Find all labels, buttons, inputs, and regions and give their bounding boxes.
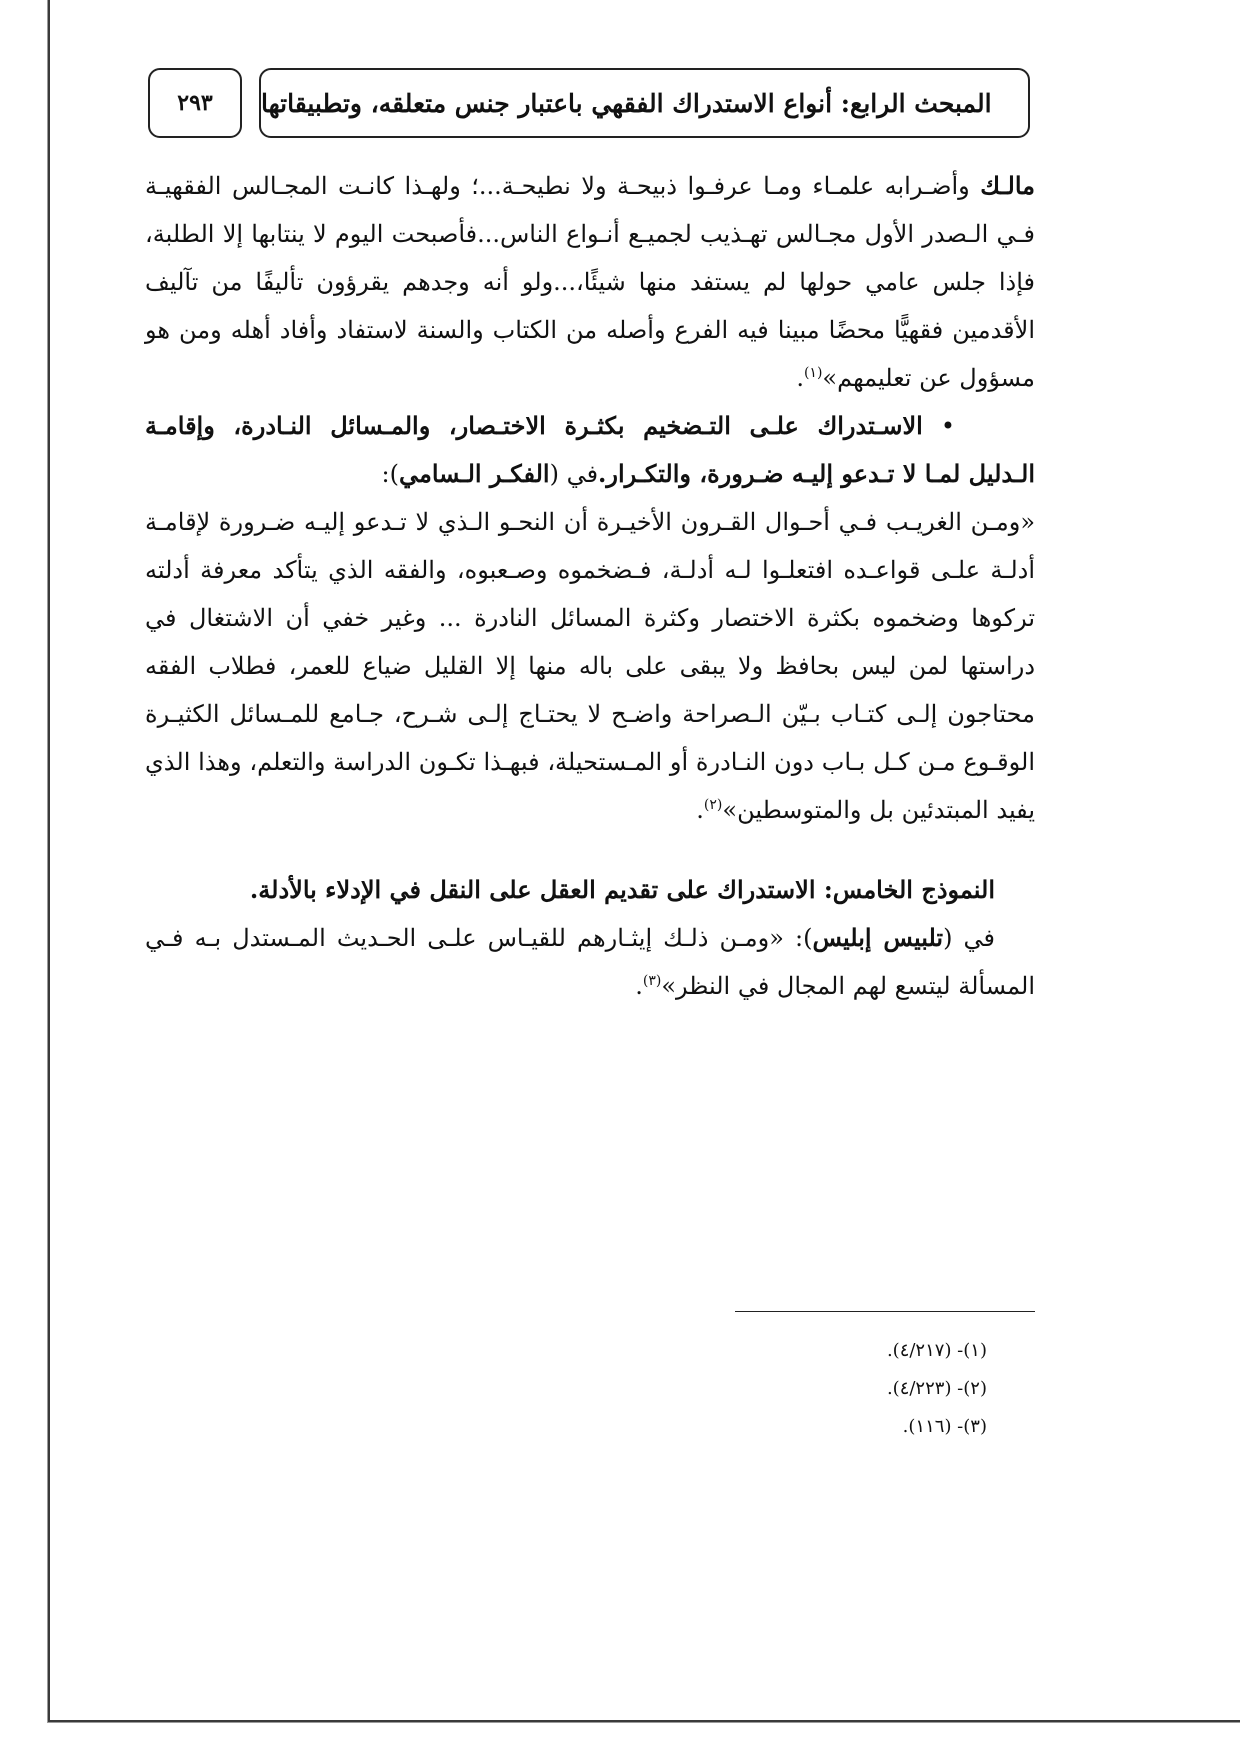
bold-name-malik: مالـك [980, 171, 1035, 200]
bullet-heading: الاسـتدراك علـى التـضخيم بكثـرة الاختـصار، والمـسائل النـادرة، وإقامـة الـدليل لمـا لا تـدعو إليـه ضـرورة، والتكـرار. [145, 411, 1035, 488]
paragraph-3-text: ): «ومـن ذلـك إيثـارهم للقيـاس علـى الحـديث المـستدل بـه فـي المسألة ليتسع لهم المجال في النظر» [145, 924, 1035, 1000]
paragraph-2-text: «ومـن الغريـب فـي أحـوال القـرون الأخيـرة أن النحـو الـذي لا تـدعو إليـه ضـرورة لإقامـة أدلـة علـى قواعـده افتعلـوا لـه أدلـة، فـضخموه وصـعبوه، والفقه الذي يتأكد معرفة أدلته تركوها وضخموه بكثرة الاختصار وكثرة المسائل النادرة ... وغير خفي أن الاشتغال في دراستها لمن ليس بحافظ ولا يبقى على باله منها إلا القليل ضياع للعمر، فطلاب الفقه محتاجون إلـى كتـاب بـيّن الـصراحة واضـح لا يحتـاج إلـى شـرح، جـامع للمـسائل الكثيـرة الوقـوع مـن كـل بـاب دون النـادرة أو المـستحيلة، فبهـذا تكـون الدراسة والتعلم، وهذا الذي يفيد المبتدئين بل والمتوسطين» [145, 508, 1036, 824]
book-title-talbis-iblis: تلبيس إبليس [812, 923, 944, 952]
bullet-source-prefix: في ( [549, 460, 599, 488]
page-number-box [148, 68, 242, 138]
main-text [145, 162, 1035, 1010]
model-5-heading [145, 866, 1035, 914]
paragraph-1 [145, 162, 1035, 402]
running-header-title: المبحث الرابع: أنواع الاستدراك الفقهي باعتبار جنس متعلقه، وتطبيقاتها [261, 88, 992, 118]
running-header-title-box [259, 68, 1030, 138]
bullet-source-suffix: ): [381, 460, 399, 488]
footnote-3: (٣)- (١١٦). [902, 1416, 987, 1437]
paragraph-3 [145, 914, 1035, 1010]
bullet-icon: • [940, 412, 955, 440]
paragraph-2 [145, 498, 1035, 834]
page-number: ٢٩٣ [177, 90, 213, 116]
model-5-title: الاستدراك على تقديم العقل على النقل في الإدلاء بالأدلة. [249, 875, 816, 904]
footnote-1: (١)- (٤/٢١٧). [886, 1340, 987, 1361]
model-5-label: النموذج الخامس: [815, 875, 995, 904]
footnote-separator [735, 1311, 1035, 1312]
paragraph-2-end: . [696, 796, 704, 824]
footnote-ref-1[interactable]: (١) [803, 365, 823, 381]
paragraph-1-end: . [796, 364, 804, 392]
footnote-ref-3[interactable]: (٣) [642, 973, 662, 989]
paragraph-1-text: وأضـرابه علمـاء ومـا عرفـوا ذبيحـة ولا نطيحـة...؛ ولهـذا كانـت المجـالس الفقهيـة فـي الـصدر الأول مجـالس تهـذيب لجميـع أنـواع الناس...فأصبحت اليوم لا ينتابها إلا الطلبة، فإذا جلس عامي حولها لم يستفد منها شيئًا،...ولو أنه وجدهم يقرؤون تأليفًا من تآليف الأقدمين فقهيًّا محضًا مبينا فيه الفرع وأصله من الكتاب والسنة لاستفاد وأفاد أهله ومن هو مسؤول عن تعليمهم» [145, 172, 1035, 392]
footnote-2: (٢)- (٤/٢٢٣). [886, 1378, 987, 1399]
paragraph-3-end: . [635, 972, 643, 1000]
paragraph-3-prefix: في ( [943, 924, 995, 952]
section-gap [145, 834, 1035, 866]
footnotes [700, 1332, 1035, 1446]
footnote-ref-2[interactable]: (٢) [703, 797, 723, 813]
book-title-fikr-sami: الفكـر الـسامي [398, 459, 550, 488]
bullet-paragraph [145, 402, 1035, 498]
